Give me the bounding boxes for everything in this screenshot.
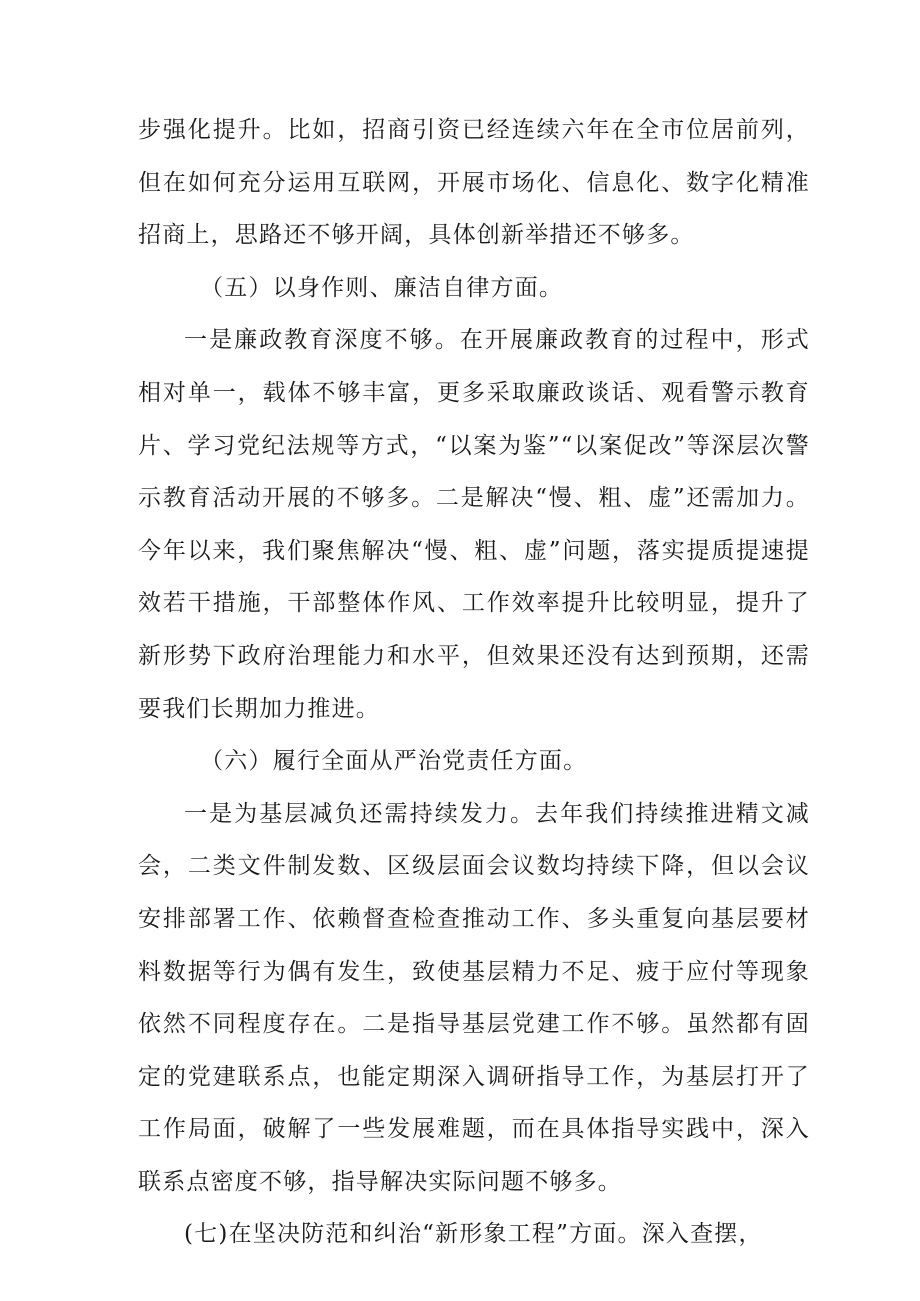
paragraph-grassroots-burden: 一是为基层减负还需持续发力。去年我们持续推进精文减会，二类文件制发数、区级层面会议数均持续下降，但以会议安排部署工作、依赖督查检查推动工作、多头重复向基层要材料数据等行为偶有发生，致使基层精力不足、疲于应付等现象依然不同程度存在。二是指导基层党建工作不够。虽然都有固定的党建联系点，也能定期深入调研指导工作，为基层打开了工作局面，破解了一些发展难题，而在具体指导实践中，深入联系点密度不够，指导解决实际问题不够多。 [138, 800, 810, 1195]
paragraph-continuation: 步强化提升。比如，招商引资已经连续六年在全市位居前列，但在如何充分运用互联网，开展市场化、信息化、数字化精准招商上，思路还不够开阔，具体创新举措还不够多。 [138, 117, 810, 249]
section-heading-six: （六）履行全面从严治党责任方面。 [200, 748, 588, 775]
paragraph-integrity-education: 一是廉政教育深度不够。在开展廉政教育的过程中，形式相对单一，载体不够丰富，更多采取廉政谈话、观看警示教育片、学习党纪法规等方式，“以案为鉴”“以案促改”等深层次警示教育活动开展的不够多。二是解决“慢、粗、虚”还需加力。今年以来，我们聚焦解决“慢、粗、虚”问题，落实提质提速提效若干措施，干部整体作风、工作效率提升比较明显，提升了新形势下政府治理能力和水平，但效果还没有达到预期，还需要我们长期加力推进。 [138, 327, 810, 722]
document-body [138, 104, 810, 1261]
section-heading-five: （五）以身作则、廉洁自律方面。 [200, 274, 564, 301]
section-heading-seven: (七)在坚决防范和纠治“新形象工程”方面。深入查摆， [184, 1221, 763, 1248]
